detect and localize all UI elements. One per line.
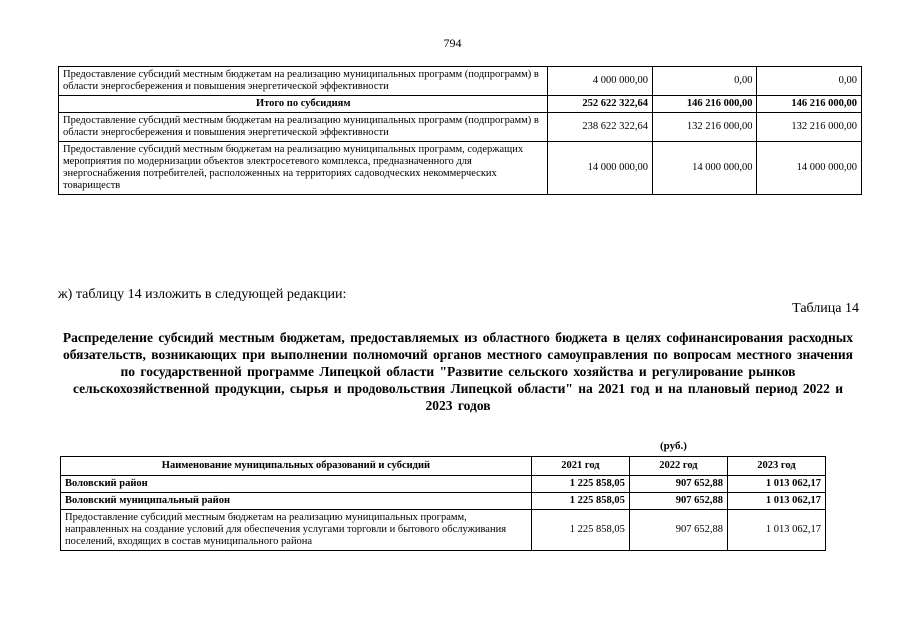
table-row — [59, 67, 862, 96]
row-value-2023: 1 013 062,17 — [727, 493, 825, 510]
row-name: Предоставление субсидий местным бюджетам на реализацию муниципальных программ, содержащих мероприятия по модернизации объектов электросетевого комплекса, предназначенного для энергоснабжения потребителей, расположенных на территориях садоводческих некоммерческих товариществ — [59, 142, 548, 195]
row-name: Предоставление субсидий местным бюджетам на реализацию муниципальных программ (подпрограмм) в области энергосбережения и повышения энергетической эффективности — [59, 67, 548, 96]
amendment-instruction: ж) таблицу 14 изложить в следующей редакции: — [58, 287, 347, 302]
row-value-2022: 14 000 000,00 — [652, 142, 757, 195]
row-name: Воловский район — [61, 476, 532, 493]
table-row — [61, 493, 826, 510]
table-header-row — [61, 457, 826, 476]
row-name: Предоставление субсидий местным бюджетам на реализацию муниципальных программ (подпрограмм) в области энергосбережения и повышения энергетической эффективности — [59, 113, 548, 142]
table-label: Таблица 14 — [792, 301, 859, 316]
row-value-2023: 0,00 — [757, 67, 862, 96]
row-value-2023: 1 013 062,17 — [727, 476, 825, 493]
row-value-2023: 132 216 000,00 — [757, 113, 862, 142]
row-value-2021: 1 225 858,05 — [531, 510, 629, 551]
subsidy-table-top — [58, 66, 862, 195]
header-name: Наименование муниципальных образований и субсидий — [61, 457, 532, 476]
table-row — [61, 476, 826, 493]
row-value-2022: 0,00 — [652, 67, 757, 96]
table-row — [59, 142, 862, 195]
header-2023: 2023 год — [727, 457, 825, 476]
currency-unit: (руб.) — [660, 440, 687, 452]
row-value-2021: 238 622 322,64 — [548, 113, 653, 142]
total-row-name: Итого по субсидиям — [59, 96, 548, 113]
row-value-2022: 146 216 000,00 — [652, 96, 757, 113]
subsidy-table-14 — [60, 456, 826, 551]
row-value-2023: 1 013 062,17 — [727, 510, 825, 551]
row-name: Предоставление субсидий местным бюджетам на реализацию муниципальных программ, направленных на создание условий для обеспечения услугами торговли и бытового обслуживания поселений, входящих в состав муниципального района — [61, 510, 532, 551]
row-value-2021: 1 225 858,05 — [531, 493, 629, 510]
row-value-2022: 907 652,88 — [629, 493, 727, 510]
header-2022: 2022 год — [629, 457, 727, 476]
row-name: Воловский муниципальный район — [61, 493, 532, 510]
table-row — [59, 113, 862, 142]
page-number: 794 — [443, 36, 462, 50]
row-value-2022: 907 652,88 — [629, 476, 727, 493]
row-value-2021: 1 225 858,05 — [531, 476, 629, 493]
header-2021: 2021 год — [531, 457, 629, 476]
row-value-2022: 132 216 000,00 — [652, 113, 757, 142]
table-heading: Распределение субсидий местным бюджетам, предоставляемых из областного бюджета в целях софинансирования расходных обязательств, возникающих при выполнении полномочий органов местного самоуправления по вопросам местного значения по государственной программе Липецкой области "Развитие сельского хозяйства и регулирование рынков сельскохозяйственной продукции, сырья и продовольствия Липецкой области" на 2021 год и на плановый период 2022 и 2023 годов — [62, 330, 854, 413]
row-value-2021: 4 000 000,00 — [548, 67, 653, 96]
row-value-2021: 14 000 000,00 — [548, 142, 653, 195]
table-row — [61, 510, 826, 551]
total-row — [59, 96, 862, 113]
row-value-2021: 252 622 322,64 — [548, 96, 653, 113]
row-value-2023: 146 216 000,00 — [757, 96, 862, 113]
row-value-2022: 907 652,88 — [629, 510, 727, 551]
row-value-2023: 14 000 000,00 — [757, 142, 862, 195]
